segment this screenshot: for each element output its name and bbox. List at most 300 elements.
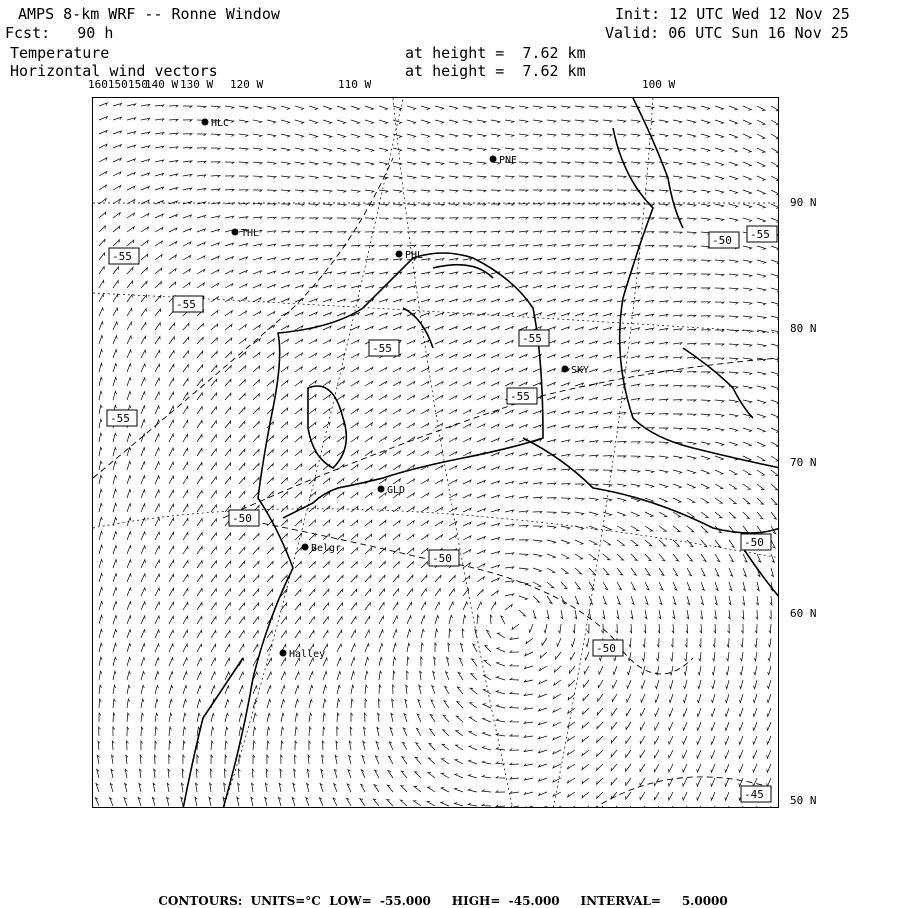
wind-vector bbox=[113, 685, 116, 694]
wind-vector bbox=[351, 162, 360, 165]
wind-vector bbox=[715, 428, 724, 431]
wind-vector bbox=[485, 646, 491, 653]
wind-vector bbox=[155, 434, 159, 442]
wind-vector bbox=[253, 408, 259, 414]
wind-vector bbox=[701, 540, 707, 547]
wind-vector bbox=[211, 189, 220, 191]
wind-vector bbox=[225, 755, 227, 764]
wind-vector bbox=[295, 589, 301, 596]
wind-vector bbox=[491, 285, 500, 288]
wind-vector bbox=[239, 631, 244, 639]
wind-vector bbox=[225, 547, 231, 554]
wind-vector bbox=[267, 366, 274, 372]
wind-vector bbox=[771, 540, 775, 548]
wind-vector bbox=[449, 299, 458, 302]
wind-vector bbox=[365, 575, 371, 582]
wind-vector bbox=[483, 718, 491, 722]
wind-vector bbox=[141, 378, 145, 386]
wind-vector bbox=[771, 344, 779, 347]
wind-vector bbox=[757, 512, 763, 519]
wind-vector bbox=[561, 469, 570, 471]
wind-vector bbox=[491, 424, 499, 428]
wind-vector bbox=[463, 120, 472, 123]
wind-vector bbox=[519, 204, 528, 206]
wind-vector bbox=[211, 630, 216, 638]
wind-vector bbox=[239, 407, 245, 414]
wind-vector bbox=[687, 246, 696, 248]
wind-vector bbox=[701, 330, 710, 332]
wind-vector bbox=[505, 410, 513, 414]
wind-vector bbox=[113, 294, 118, 302]
wind-vector bbox=[295, 245, 304, 247]
wind-vector bbox=[127, 336, 132, 344]
wind-vector bbox=[510, 748, 519, 750]
wind-vector bbox=[421, 368, 429, 372]
wind-vector bbox=[308, 755, 310, 764]
wind-vector bbox=[379, 259, 388, 261]
wind-vector bbox=[225, 533, 231, 540]
wind-vector bbox=[379, 134, 388, 138]
wind-vector bbox=[351, 218, 360, 220]
coastline-queen-maud bbox=[183, 658, 243, 808]
wind-vector bbox=[337, 478, 344, 484]
wind-vector bbox=[197, 269, 205, 274]
wind-vector bbox=[407, 148, 416, 151]
wind-vector bbox=[379, 190, 388, 193]
wind-vector bbox=[365, 603, 370, 610]
wind-vector bbox=[659, 134, 668, 137]
wind-vector bbox=[183, 215, 192, 218]
wind-vector bbox=[365, 134, 374, 138]
wind-vector bbox=[295, 106, 304, 110]
wind-vector bbox=[113, 532, 117, 541]
wind-vector bbox=[421, 148, 430, 151]
wind-vector bbox=[435, 521, 443, 526]
wind-vector bbox=[533, 512, 542, 514]
wind-vector bbox=[113, 103, 122, 106]
wind-vector bbox=[351, 520, 358, 526]
wind-vector bbox=[575, 286, 584, 288]
wind-vector bbox=[169, 602, 174, 610]
wind-vector bbox=[771, 274, 779, 278]
wind-vector bbox=[701, 134, 710, 138]
wind-vector bbox=[253, 575, 259, 582]
wind-vector bbox=[668, 806, 673, 808]
wind-vector bbox=[645, 512, 653, 517]
wind-vector bbox=[281, 394, 288, 400]
wind-vector bbox=[309, 395, 316, 401]
wind-vector bbox=[463, 204, 472, 206]
wind-vector bbox=[295, 285, 304, 288]
wind-vector bbox=[701, 484, 709, 489]
wind-vector bbox=[211, 148, 220, 150]
coastline-south-georgia bbox=[743, 548, 779, 598]
wind-vector bbox=[469, 731, 477, 736]
wind-vector bbox=[631, 484, 640, 487]
wind-vector bbox=[561, 383, 569, 386]
wind-vector bbox=[127, 240, 134, 246]
wind-vector bbox=[728, 610, 730, 619]
wind-vector bbox=[402, 757, 407, 764]
wind-vector bbox=[281, 713, 284, 722]
wind-vector bbox=[575, 341, 583, 344]
wind-vector bbox=[477, 523, 485, 526]
wind-vector bbox=[387, 785, 393, 792]
wind-vector bbox=[589, 554, 596, 559]
wind-vector bbox=[421, 395, 429, 400]
wind-vector bbox=[393, 589, 398, 596]
wind-vector bbox=[253, 603, 259, 610]
wind-vector bbox=[491, 495, 500, 498]
wind-vector bbox=[421, 451, 429, 456]
wind-vector bbox=[295, 381, 302, 387]
wind-vector bbox=[617, 441, 626, 443]
wind-vector bbox=[253, 644, 258, 652]
wind-vector bbox=[644, 624, 646, 633]
wind-vector bbox=[421, 479, 429, 484]
wind-vector bbox=[561, 498, 570, 500]
wind-vector bbox=[449, 615, 452, 624]
wind-vector bbox=[141, 322, 146, 330]
wind-vector bbox=[365, 381, 373, 386]
wind-vector bbox=[468, 789, 477, 792]
wind-vector bbox=[645, 526, 653, 531]
wind-vector bbox=[379, 368, 387, 373]
wind-vector bbox=[267, 686, 271, 694]
wind-vector bbox=[575, 355, 583, 358]
wind-vector bbox=[280, 769, 282, 778]
wind-vector bbox=[379, 575, 385, 582]
wind-vector bbox=[519, 368, 527, 372]
wind-vector bbox=[407, 575, 413, 582]
wind-vector bbox=[351, 259, 360, 261]
wind-vector bbox=[379, 671, 382, 680]
wind-vector bbox=[211, 229, 220, 232]
wind-vector bbox=[519, 425, 527, 428]
wind-vector bbox=[434, 657, 436, 666]
wind-vector bbox=[463, 494, 471, 498]
wind-vector bbox=[743, 526, 749, 533]
wind-vector bbox=[575, 596, 579, 604]
wind-vector bbox=[253, 120, 262, 123]
wind-vector bbox=[295, 672, 299, 680]
wind-vector bbox=[239, 217, 248, 219]
wind-vector bbox=[582, 750, 589, 756]
wind-vector bbox=[575, 411, 584, 414]
wind-vector bbox=[267, 534, 273, 541]
wind-vector bbox=[715, 190, 724, 193]
wind-vector bbox=[225, 741, 227, 750]
wind-vector bbox=[505, 453, 513, 456]
wind-vector bbox=[267, 190, 276, 192]
wind-vector bbox=[197, 134, 206, 136]
wind-vector bbox=[239, 463, 245, 470]
wind-vector bbox=[687, 428, 696, 430]
wind-vector bbox=[496, 691, 505, 695]
wind-vector bbox=[393, 148, 402, 151]
wind-vector bbox=[673, 162, 682, 165]
wind-vector bbox=[659, 287, 668, 289]
wind-vector bbox=[309, 340, 317, 345]
wind-vector bbox=[539, 792, 547, 795]
wind-vector bbox=[365, 657, 369, 666]
wind-vector bbox=[715, 400, 724, 402]
wind-vector bbox=[267, 464, 273, 470]
wind-vector bbox=[575, 426, 584, 428]
wind-vector bbox=[323, 506, 330, 512]
station-label-thl: THL bbox=[241, 228, 260, 239]
wind-vector bbox=[496, 676, 505, 680]
wind-vector bbox=[421, 493, 429, 498]
wind-vector bbox=[561, 299, 570, 302]
wind-vector bbox=[755, 624, 757, 633]
wind-vector bbox=[631, 300, 640, 302]
wind-vector bbox=[711, 750, 715, 758]
wind-vector bbox=[197, 106, 206, 108]
wind-vector bbox=[127, 308, 132, 316]
wind-vector bbox=[295, 492, 302, 498]
wind-vector bbox=[598, 680, 603, 688]
wind-vector bbox=[323, 630, 328, 638]
wind-vector bbox=[309, 713, 312, 722]
wind-vector bbox=[505, 594, 514, 596]
wind-vector bbox=[393, 120, 402, 124]
wind-vector bbox=[561, 120, 570, 123]
wind-vector bbox=[589, 512, 598, 515]
wind-vector bbox=[583, 708, 589, 714]
wind-vector bbox=[319, 798, 323, 806]
wind-vector bbox=[491, 438, 499, 442]
wind-vector bbox=[337, 713, 339, 722]
wind-vector bbox=[141, 476, 145, 484]
wind-vector bbox=[267, 741, 269, 750]
wind-vector bbox=[533, 204, 542, 206]
wind-vector bbox=[183, 560, 188, 568]
wind-vector bbox=[197, 630, 202, 638]
wind-vector bbox=[770, 596, 772, 605]
wind-vector bbox=[407, 521, 414, 526]
wind-vector bbox=[697, 764, 701, 772]
wind-vector bbox=[169, 378, 174, 386]
wind-vector bbox=[127, 504, 131, 513]
wind-vector bbox=[496, 790, 505, 792]
wind-vector bbox=[127, 159, 135, 162]
wind-vector bbox=[211, 713, 214, 722]
wind-vector bbox=[740, 666, 743, 675]
wind-vector bbox=[533, 299, 542, 302]
wind-vector bbox=[739, 722, 743, 730]
wind-vector bbox=[553, 694, 561, 699]
wind-vector bbox=[281, 298, 289, 302]
wind-vector bbox=[169, 160, 178, 162]
wind-vector bbox=[757, 456, 765, 461]
wind-vector bbox=[441, 787, 449, 792]
station-label-pne: PNE bbox=[499, 155, 518, 166]
wind-vector bbox=[767, 806, 771, 808]
wind-vector bbox=[753, 764, 757, 772]
wind-vector bbox=[626, 694, 631, 702]
wind-vector bbox=[197, 365, 203, 372]
wind-vector bbox=[309, 176, 318, 179]
wind-vector bbox=[463, 549, 471, 554]
wind-vector bbox=[483, 704, 491, 708]
wind-vector bbox=[435, 354, 443, 358]
wind-vector bbox=[645, 470, 654, 473]
wind-vector bbox=[375, 756, 379, 764]
wind-vector bbox=[673, 134, 682, 137]
wind-vector bbox=[197, 713, 200, 722]
wind-vector bbox=[743, 288, 752, 291]
wind-vector bbox=[404, 714, 407, 723]
wind-vector bbox=[323, 478, 330, 484]
wind-vector bbox=[99, 601, 103, 610]
wind-vector bbox=[113, 226, 120, 232]
wind-vector bbox=[393, 395, 401, 400]
wind-vector bbox=[421, 106, 430, 110]
wind-vector bbox=[113, 643, 117, 652]
wind-vector bbox=[683, 750, 687, 758]
wind-vector bbox=[687, 400, 696, 402]
wind-vector bbox=[519, 525, 528, 527]
wind-vector bbox=[687, 526, 694, 532]
wind-vector bbox=[253, 162, 262, 164]
wind-vector bbox=[351, 204, 360, 206]
wind-vector bbox=[491, 551, 500, 554]
wind-vector bbox=[183, 269, 190, 274]
wind-vector bbox=[393, 299, 402, 302]
wind-vector bbox=[401, 786, 407, 792]
contour-label-text: -50 bbox=[432, 552, 452, 565]
wind-vector bbox=[265, 797, 267, 806]
wind-vector bbox=[626, 722, 631, 730]
wind-vector bbox=[668, 750, 673, 758]
wind-vector bbox=[687, 540, 693, 547]
wind-vector bbox=[477, 550, 485, 554]
wind-vector bbox=[155, 133, 164, 135]
wind-vector bbox=[715, 204, 724, 207]
wind-vector bbox=[687, 498, 695, 503]
wind-vector bbox=[281, 258, 290, 260]
wind-vector bbox=[477, 589, 483, 596]
wind-vector bbox=[505, 467, 514, 470]
wind-vector bbox=[155, 241, 163, 246]
wind-vector bbox=[446, 672, 450, 680]
wind-vector bbox=[631, 512, 639, 516]
wind-vector bbox=[575, 162, 584, 164]
wind-vector bbox=[645, 176, 654, 178]
station-label-gld: GLD bbox=[387, 485, 406, 496]
wind-vector bbox=[239, 338, 246, 344]
wind-vector bbox=[569, 680, 575, 686]
wind-vector bbox=[687, 442, 696, 445]
wind-vector bbox=[603, 300, 612, 302]
wind-vector bbox=[505, 510, 514, 512]
wind-vector bbox=[239, 311, 247, 316]
wind-vector bbox=[99, 489, 102, 498]
wind-vector bbox=[687, 120, 696, 123]
wind-vector bbox=[323, 232, 332, 234]
wind-vector bbox=[267, 148, 276, 151]
wind-vector bbox=[519, 162, 528, 164]
wind-vector bbox=[295, 353, 303, 358]
wind-vector bbox=[657, 638, 659, 647]
wind-vector bbox=[183, 448, 188, 456]
wind-vector bbox=[309, 741, 311, 750]
wind-vector bbox=[589, 190, 598, 192]
wind-vector bbox=[183, 616, 188, 624]
wind-vector bbox=[715, 484, 723, 489]
wind-vector bbox=[239, 380, 245, 386]
wind-vector bbox=[379, 232, 388, 234]
wind-vector bbox=[183, 147, 192, 149]
wind-vector bbox=[365, 176, 374, 179]
wind-vector bbox=[714, 624, 716, 633]
wind-vector bbox=[141, 560, 145, 568]
wind-vector bbox=[155, 282, 161, 288]
wind-vector bbox=[631, 470, 640, 473]
wind-vector bbox=[183, 188, 192, 190]
wind-vector bbox=[253, 477, 259, 484]
wind-vector bbox=[99, 363, 102, 372]
wind-vector bbox=[267, 285, 275, 289]
wind-vector bbox=[491, 509, 500, 512]
wind-vector bbox=[183, 504, 188, 512]
wind-vector bbox=[183, 518, 188, 526]
wind-vector bbox=[253, 217, 262, 219]
wind-vector bbox=[239, 617, 244, 624]
wind-vector bbox=[729, 148, 737, 152]
wind-vector bbox=[631, 231, 640, 233]
wind-vector bbox=[589, 272, 598, 274]
wind-vector bbox=[295, 464, 302, 470]
wind-vector bbox=[568, 736, 576, 741]
wind-vector bbox=[524, 764, 533, 766]
field-temperature: Temperature bbox=[10, 44, 110, 62]
wind-vector bbox=[441, 802, 449, 806]
wind-vector bbox=[267, 547, 273, 554]
wind-vector bbox=[225, 727, 228, 736]
wind-vector bbox=[477, 509, 485, 512]
wind-vector bbox=[701, 344, 710, 346]
wind-vector bbox=[505, 204, 514, 206]
wind-vector bbox=[428, 773, 435, 779]
wind-vector bbox=[95, 798, 99, 806]
wind-vector bbox=[281, 285, 289, 288]
wind-vector bbox=[281, 686, 285, 694]
wind-vector bbox=[435, 286, 444, 288]
wind-vector bbox=[757, 316, 766, 319]
wind-vector bbox=[155, 462, 159, 470]
wind-vector bbox=[225, 463, 231, 470]
wind-vector bbox=[741, 624, 743, 633]
wind-vector bbox=[267, 561, 273, 568]
wind-vector bbox=[725, 722, 729, 730]
contour-label-text: -55 bbox=[112, 250, 132, 263]
wind-vector bbox=[351, 190, 360, 193]
wind-vector bbox=[323, 245, 332, 247]
wind-vector bbox=[768, 638, 771, 647]
wind-vector bbox=[683, 778, 687, 786]
wind-vector bbox=[477, 245, 486, 247]
wind-vector bbox=[183, 337, 189, 344]
wind-vector bbox=[99, 531, 103, 540]
wind-vector bbox=[169, 323, 175, 330]
wind-vector bbox=[449, 629, 451, 638]
wind-vector bbox=[323, 422, 330, 428]
wind-vector bbox=[539, 764, 548, 767]
wind-vector bbox=[155, 727, 157, 736]
wind-vector bbox=[547, 355, 555, 359]
